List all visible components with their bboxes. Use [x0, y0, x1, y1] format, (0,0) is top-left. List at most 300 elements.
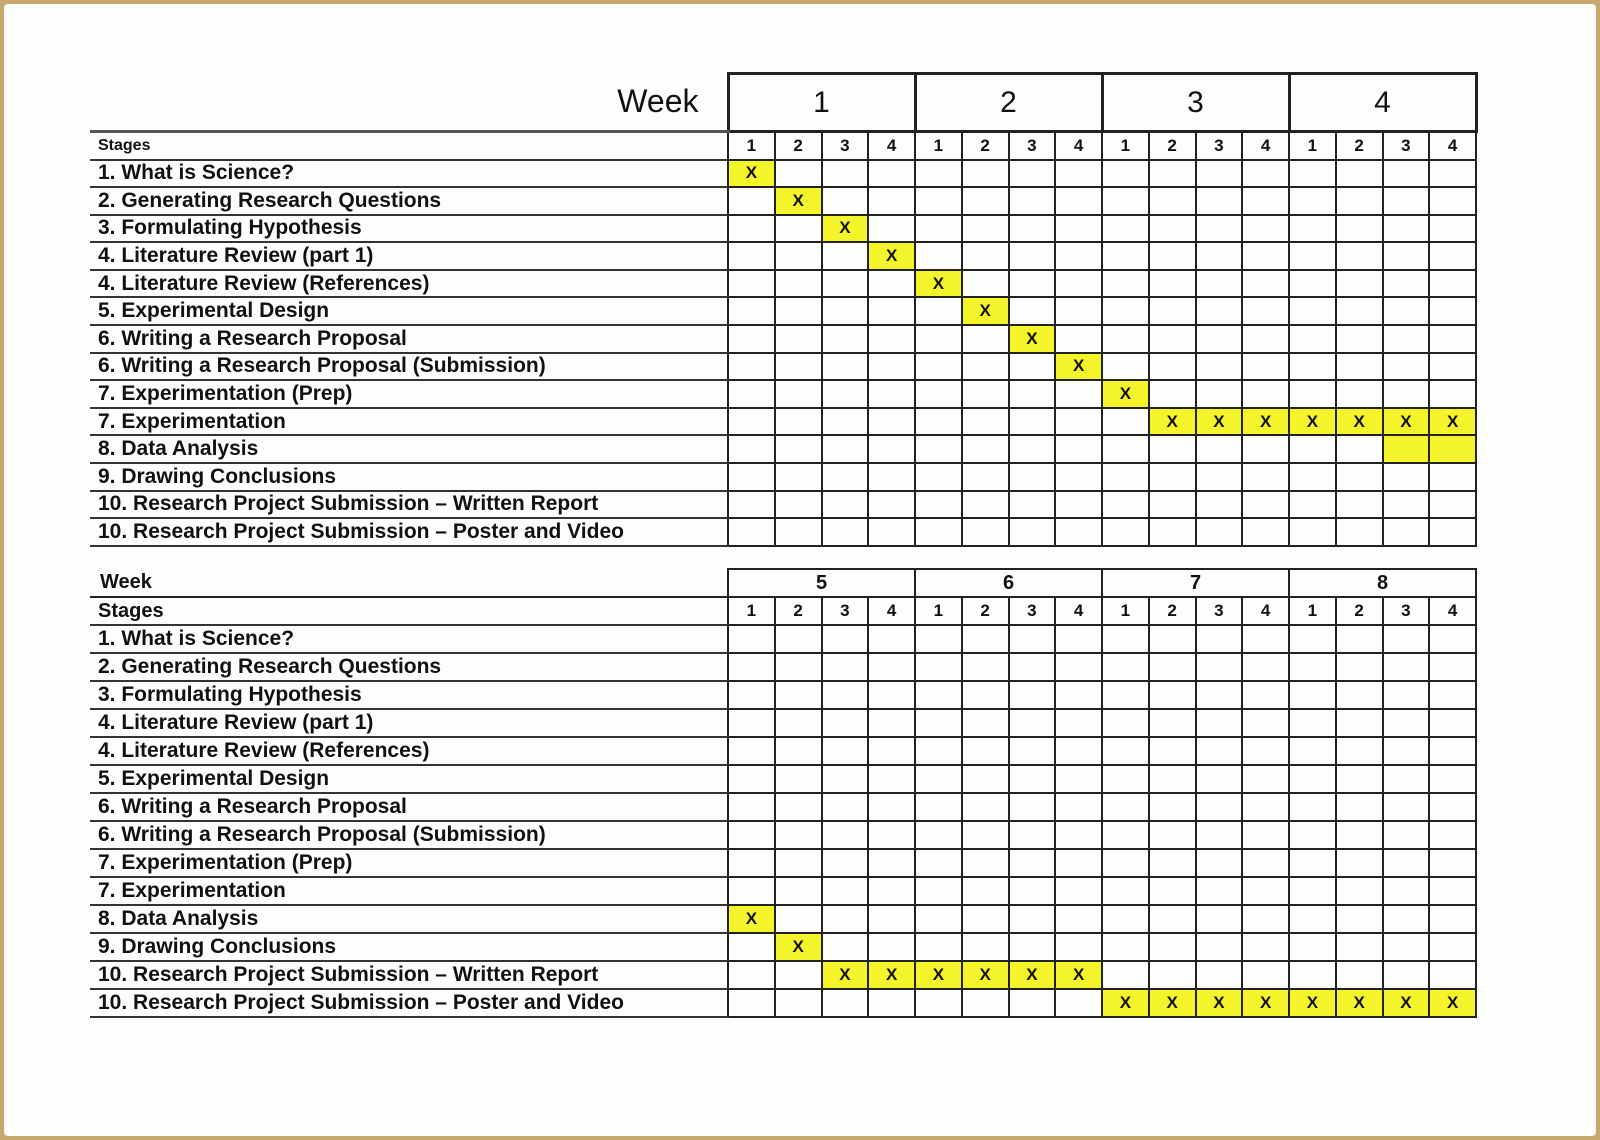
schedule-cell: [1009, 849, 1056, 877]
schedule-cell: [1289, 297, 1336, 325]
schedule-cell: X: [915, 270, 962, 298]
schedule-cell: [728, 408, 775, 436]
session-number: 4: [1055, 132, 1102, 160]
schedule-cell: [775, 989, 822, 1017]
schedule-cell: [915, 408, 962, 436]
schedule-cell: [1149, 491, 1196, 519]
session-number: 3: [822, 132, 869, 160]
schedule-cell: [1009, 297, 1056, 325]
schedule-cell: [1289, 380, 1336, 408]
schedule-cell: [1149, 160, 1196, 188]
session-number: 4: [1242, 597, 1289, 625]
schedule-cell: X: [868, 961, 915, 989]
schedule-cell: [775, 877, 822, 905]
schedule-cell: [1383, 160, 1430, 188]
schedule-cell: X: [915, 961, 962, 989]
session-number: 2: [1336, 132, 1383, 160]
schedule-cell: [1429, 297, 1476, 325]
schedule-cell: [1009, 518, 1056, 546]
schedule-cell: [1055, 877, 1102, 905]
schedule-cell: [1102, 933, 1149, 961]
schedule-cell: [1102, 187, 1149, 215]
schedule-cell: [1289, 709, 1336, 737]
schedule-cell: [915, 215, 962, 243]
stage-name: 6. Writing a Research Proposal: [90, 325, 728, 353]
schedule-cell: [728, 961, 775, 989]
schedule-cell: [1149, 933, 1196, 961]
schedule-cell: [1429, 737, 1476, 765]
session-number: 3: [822, 597, 869, 625]
schedule-cell: [1429, 709, 1476, 737]
schedule-cell: [1149, 765, 1196, 793]
schedule-cell: [1196, 435, 1243, 463]
schedule-cell: [1383, 961, 1430, 989]
schedule-cell: [962, 353, 1009, 381]
schedule-cell: [728, 242, 775, 270]
session-number: 1: [1289, 132, 1336, 160]
schedule-cell: [1149, 353, 1196, 381]
schedule-cell: [1242, 653, 1289, 681]
schedule-cell: [822, 905, 869, 933]
schedule-cell: [915, 160, 962, 188]
schedule-cell: [822, 877, 869, 905]
schedule-cell: [1196, 270, 1243, 298]
schedule-cell: [822, 681, 869, 709]
schedule-cell: [1242, 491, 1289, 519]
schedule-cell: [1009, 408, 1056, 436]
session-number: 1: [1102, 597, 1149, 625]
schedule-cell: X: [1102, 989, 1149, 1017]
schedule-cell: [822, 849, 869, 877]
schedule-cell: [775, 518, 822, 546]
stage-row: [90, 187, 1476, 215]
schedule-cell: [1196, 518, 1243, 546]
schedule-cell: [915, 435, 962, 463]
schedule-cell: [1149, 821, 1196, 849]
session-number: 3: [1196, 132, 1243, 160]
schedule-cell: [1149, 681, 1196, 709]
stage-row: [90, 408, 1476, 436]
schedule-cell: [1102, 270, 1149, 298]
schedule-cell: [1429, 518, 1476, 546]
schedule-cell: [775, 737, 822, 765]
schedule-cell: [1055, 297, 1102, 325]
schedule-cell: [1242, 821, 1289, 849]
schedule-cell: [915, 765, 962, 793]
schedule-cell: [822, 187, 869, 215]
schedule-cell: [1009, 933, 1056, 961]
schedule-cell: [1242, 353, 1289, 381]
schedule-cell: [728, 765, 775, 793]
schedule-cell: [868, 765, 915, 793]
session-header-row: [90, 597, 1476, 625]
stage-name: 5. Experimental Design: [90, 297, 728, 325]
schedule-cell: [1009, 737, 1056, 765]
schedule-cell: [775, 491, 822, 519]
stage-name: 7. Experimentation: [90, 408, 728, 436]
schedule-cell: [1429, 681, 1476, 709]
schedule-cell: [1196, 877, 1243, 905]
schedule-cell: [1102, 625, 1149, 653]
schedule-cell: [1149, 793, 1196, 821]
schedule-cell: [1336, 380, 1383, 408]
schedule-cell: [1242, 463, 1289, 491]
schedule-cell: [1009, 989, 1056, 1017]
schedule-cell: [1055, 325, 1102, 353]
schedule-cell: [915, 242, 962, 270]
schedule-cell: [868, 653, 915, 681]
schedule-cell: [1055, 681, 1102, 709]
stage-row: [90, 793, 1476, 821]
schedule-cell: [1009, 435, 1056, 463]
session-number: 2: [1149, 597, 1196, 625]
schedule-cell: [1336, 491, 1383, 519]
schedule-cell: [1383, 793, 1430, 821]
schedule-cell: [1429, 270, 1476, 298]
schedule-cell: [962, 463, 1009, 491]
schedule-cell: [915, 849, 962, 877]
schedule-cell: [962, 737, 1009, 765]
schedule-cell: [1102, 518, 1149, 546]
session-number: 4: [868, 132, 915, 160]
schedule-cell: [1196, 653, 1243, 681]
schedule-cell: [728, 821, 775, 849]
schedule-cell: [1102, 793, 1149, 821]
session-number: 3: [1196, 597, 1243, 625]
schedule-cell: [915, 297, 962, 325]
schedule-cell: [1196, 765, 1243, 793]
schedule-cell: [1429, 160, 1476, 188]
schedule-cell: [1196, 353, 1243, 381]
schedule-cell: [962, 877, 1009, 905]
schedule-cell: [1009, 877, 1056, 905]
schedule-cell: [1009, 353, 1056, 381]
stage-name: 4. Literature Review (References): [90, 737, 728, 765]
schedule-sheet: [4, 4, 1596, 1136]
schedule-cell: [1242, 961, 1289, 989]
schedule-cell: [962, 849, 1009, 877]
schedule-cell: [1429, 491, 1476, 519]
schedule-cell: [728, 270, 775, 298]
schedule-cell: [1055, 653, 1102, 681]
schedule-cell: [822, 463, 869, 491]
schedule-cell: [868, 625, 915, 653]
schedule-cell: [1055, 793, 1102, 821]
schedule-cell: [1383, 765, 1430, 793]
schedule-cell: [1009, 187, 1056, 215]
schedule-cell: X: [1242, 989, 1289, 1017]
week-header-row: [90, 74, 1476, 132]
schedule-cell: [1102, 681, 1149, 709]
schedule-cell: [728, 435, 775, 463]
session-number: 3: [1383, 132, 1430, 160]
schedule-cell: [1196, 242, 1243, 270]
schedule-cell: X: [1289, 408, 1336, 436]
session-number: 2: [962, 132, 1009, 160]
session-number: 2: [1149, 132, 1196, 160]
schedule-cell: [1429, 353, 1476, 381]
schedule-cell: [1149, 905, 1196, 933]
stage-row: [90, 215, 1476, 243]
schedule-cell: [1242, 905, 1289, 933]
schedule-cell: [868, 989, 915, 1017]
schedule-cell: [1102, 297, 1149, 325]
schedule-cell: [728, 709, 775, 737]
schedule-cell: [822, 625, 869, 653]
schedule-cell: [1383, 380, 1430, 408]
schedule-cell: [822, 765, 869, 793]
schedule-cell: [775, 408, 822, 436]
schedule-cell: [868, 518, 915, 546]
schedule-cell: [1383, 681, 1430, 709]
schedule-cell: [962, 242, 1009, 270]
schedule-cell: [1009, 160, 1056, 188]
schedule-cell: [1196, 187, 1243, 215]
schedule-cell: [1383, 435, 1430, 463]
schedule-cell: [1055, 765, 1102, 793]
schedule-cell: [1055, 491, 1102, 519]
schedule-cell: [1429, 877, 1476, 905]
schedule-cell: [1149, 187, 1196, 215]
stage-row: [90, 270, 1476, 298]
schedule-cell: [868, 297, 915, 325]
schedule-cell: [1196, 849, 1243, 877]
week-number: 1: [728, 74, 915, 132]
week-title: Week: [90, 74, 728, 132]
schedule-cell: [1242, 933, 1289, 961]
session-number: 1: [915, 597, 962, 625]
schedule-cell: [1055, 518, 1102, 546]
schedule-cell: [962, 765, 1009, 793]
schedule-cell: [728, 297, 775, 325]
schedule-cell: [962, 989, 1009, 1017]
stage-row: [90, 821, 1476, 849]
schedule-cell: [1289, 849, 1336, 877]
schedule-cell: [915, 491, 962, 519]
schedule-cell: [1383, 877, 1430, 905]
schedule-cell: [962, 681, 1009, 709]
schedule-cell: X: [1429, 408, 1476, 436]
schedule-cell: [1196, 463, 1243, 491]
schedule-cell: [915, 681, 962, 709]
stage-name: 7. Experimentation (Prep): [90, 849, 728, 877]
schedule-cell: [1055, 463, 1102, 491]
schedule-cell: [868, 905, 915, 933]
schedule-cell: [775, 793, 822, 821]
schedule-cell: [1055, 849, 1102, 877]
schedule-cell: [1149, 380, 1196, 408]
schedule-cell: [1242, 325, 1289, 353]
schedule-cell: [1102, 215, 1149, 243]
schedule-cell: X: [775, 187, 822, 215]
schedule-cell: [962, 709, 1009, 737]
schedule-cell: [1009, 242, 1056, 270]
schedule-cell: [1336, 325, 1383, 353]
schedule-cell: [775, 681, 822, 709]
schedule-cell: [822, 933, 869, 961]
schedule-cell: [1336, 821, 1383, 849]
schedule-cell: [775, 435, 822, 463]
schedule-cell: [1242, 737, 1289, 765]
schedule-cell: [1289, 491, 1336, 519]
stage-name: 4. Literature Review (part 1): [90, 709, 728, 737]
schedule-cell: [1055, 989, 1102, 1017]
schedule-cell: [728, 215, 775, 243]
schedule-cell: [822, 653, 869, 681]
schedule-cell: [728, 793, 775, 821]
schedule-cell: [1336, 463, 1383, 491]
schedule-cell: [1336, 435, 1383, 463]
schedule-cell: [1149, 877, 1196, 905]
schedule-cell: [775, 380, 822, 408]
session-number: 4: [1429, 132, 1476, 160]
schedule-cell: [1242, 681, 1289, 709]
week-number: 2: [915, 74, 1102, 132]
schedule-cell: [822, 325, 869, 353]
session-number: 1: [1102, 132, 1149, 160]
schedule-cell: [1009, 821, 1056, 849]
schedule-cell: [1196, 297, 1243, 325]
stage-name: 5. Experimental Design: [90, 765, 728, 793]
schedule-cell: [962, 435, 1009, 463]
stage-name: 10. Research Project Submission – Poster and Video: [90, 989, 728, 1017]
schedule-cell: [1102, 653, 1149, 681]
schedule-cell: [1383, 625, 1430, 653]
schedule-cell: [1149, 653, 1196, 681]
schedule-cell: [728, 491, 775, 519]
schedule-cell: [915, 989, 962, 1017]
schedule-cell: [1055, 187, 1102, 215]
schedule-cell: [822, 821, 869, 849]
stage-row: [90, 491, 1476, 519]
schedule-cell: [1289, 737, 1336, 765]
schedule-cell: [868, 463, 915, 491]
schedule-cell: [1102, 463, 1149, 491]
schedule-cell: [1289, 877, 1336, 905]
schedule-cell: [1429, 380, 1476, 408]
schedule-cell: [728, 518, 775, 546]
schedule-cell: [1336, 187, 1383, 215]
schedule-cell: [1383, 215, 1430, 243]
schedule-cell: [1055, 215, 1102, 243]
schedule-cell: [1242, 215, 1289, 243]
schedule-cell: [822, 491, 869, 519]
schedule-cell: X: [962, 961, 1009, 989]
schedule-cell: X: [1289, 989, 1336, 1017]
schedule-cell: [1149, 709, 1196, 737]
stage-row: [90, 989, 1476, 1017]
schedule-cell: [1102, 821, 1149, 849]
schedule-cell: X: [822, 961, 869, 989]
schedule-cell: [775, 353, 822, 381]
schedule-cell: [1149, 961, 1196, 989]
schedule-cell: [775, 297, 822, 325]
schedule-cell: X: [775, 933, 822, 961]
week-number: 5: [728, 569, 915, 597]
schedule-cell: [1429, 187, 1476, 215]
schedule-cell: [1149, 297, 1196, 325]
schedule-cell: [822, 989, 869, 1017]
schedule-cell: [1336, 793, 1383, 821]
schedule-cell: X: [962, 297, 1009, 325]
schedule-cell: [728, 187, 775, 215]
schedule-cell: [1196, 491, 1243, 519]
schedule-cell: [868, 793, 915, 821]
schedule-cell: [822, 270, 869, 298]
schedule-cell: [1289, 681, 1336, 709]
schedule-cell: [915, 877, 962, 905]
stage-row: [90, 765, 1476, 793]
stage-name: 7. Experimentation (Prep): [90, 380, 728, 408]
schedule-cell: [962, 408, 1009, 436]
schedule-cell: X: [1383, 989, 1430, 1017]
stages-label: Stages: [90, 132, 728, 160]
schedule-cell: [868, 821, 915, 849]
schedule-cell: [775, 625, 822, 653]
schedule-cell: [1336, 353, 1383, 381]
schedule-cell: [775, 709, 822, 737]
schedule-cell: [1336, 765, 1383, 793]
schedule-cell: [1336, 681, 1383, 709]
schedule-cell: X: [1383, 408, 1430, 436]
schedule-cell: [1149, 270, 1196, 298]
stage-name: 6. Writing a Research Proposal: [90, 793, 728, 821]
schedule-cell: [1102, 765, 1149, 793]
schedule-cell: [822, 353, 869, 381]
schedule-cell: [1102, 242, 1149, 270]
schedule-cell: [962, 821, 1009, 849]
schedule-cell: [915, 380, 962, 408]
schedule-cell: [868, 491, 915, 519]
week-number: 8: [1289, 569, 1476, 597]
schedule-cell: [962, 933, 1009, 961]
schedule-cell: [868, 160, 915, 188]
schedule-cell: [1429, 215, 1476, 243]
schedule-cell: [868, 933, 915, 961]
schedule-table-weeks-1-4: [90, 72, 1478, 547]
schedule-cell: [1149, 215, 1196, 243]
stage-name: 1. What is Science?: [90, 160, 728, 188]
schedule-cell: [728, 989, 775, 1017]
schedule-cell: [1289, 961, 1336, 989]
schedule-cell: [1429, 435, 1476, 463]
schedule-cell: [1336, 905, 1383, 933]
schedule-cell: [775, 215, 822, 243]
schedule-cell: [1009, 793, 1056, 821]
schedule-cell: [1055, 737, 1102, 765]
schedule-cell: [962, 518, 1009, 546]
stage-row: [90, 933, 1476, 961]
stage-row: [90, 961, 1476, 989]
schedule-cell: [1196, 961, 1243, 989]
schedule-cell: [1289, 325, 1336, 353]
session-number: 4: [1242, 132, 1289, 160]
schedule-cell: [728, 653, 775, 681]
schedule-cell: [1149, 463, 1196, 491]
schedule-cell: [915, 737, 962, 765]
schedule-cell: [1289, 653, 1336, 681]
schedule-cell: [1383, 242, 1430, 270]
schedule-cell: [1242, 877, 1289, 905]
stage-name: 6. Writing a Research Proposal (Submission): [90, 821, 728, 849]
schedule-cell: [1429, 325, 1476, 353]
schedule-cell: X: [1196, 408, 1243, 436]
schedule-cell: [1196, 681, 1243, 709]
schedule-cell: X: [1055, 961, 1102, 989]
schedule-cell: [1009, 653, 1056, 681]
schedule-cell: [915, 709, 962, 737]
schedule-table-weeks-5-8: [90, 568, 1477, 1018]
